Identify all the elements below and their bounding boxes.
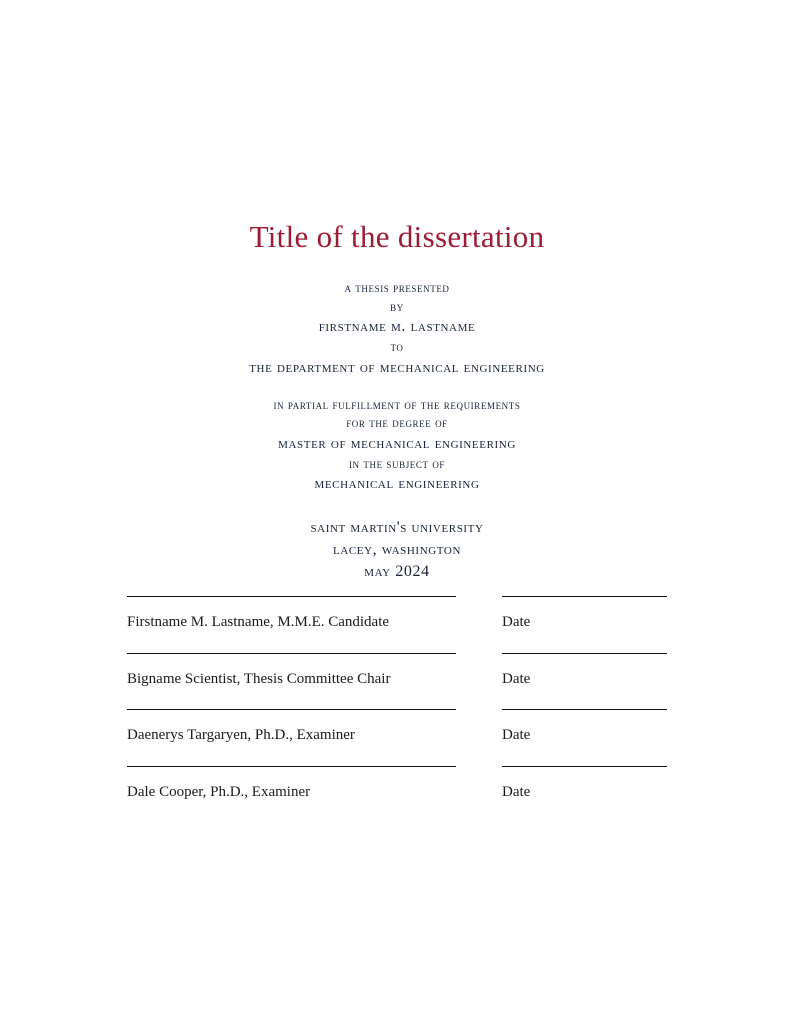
submission-date: may 2024 bbox=[364, 563, 430, 580]
department-name: the department of mechanical engineering bbox=[249, 358, 545, 376]
fulfillment-line: in partial fulfillment of the requirements bbox=[273, 397, 521, 412]
signatory-name: Firstname M. Lastname, M.M.E. Candidate bbox=[127, 614, 390, 630]
institution-location: lacey, washington bbox=[333, 541, 461, 558]
signature-row bbox=[127, 596, 667, 653]
to-label: to bbox=[390, 340, 404, 354]
frontmatter-block bbox=[0, 282, 794, 586]
signature-row bbox=[127, 766, 667, 823]
author-name: firstname m. lastname bbox=[318, 318, 476, 335]
signature-line bbox=[127, 709, 456, 710]
by-label: by bbox=[390, 299, 404, 314]
date-line bbox=[502, 653, 667, 654]
date-label: Date bbox=[502, 614, 531, 630]
date-line bbox=[502, 596, 667, 597]
subject-name: mechanical engineering bbox=[314, 475, 480, 492]
signature-row bbox=[127, 709, 667, 766]
dissertation-title: Title of the dissertation bbox=[249, 218, 545, 254]
degree-label: for the degree of bbox=[346, 416, 448, 430]
signatory-name: Dale Cooper, Ph.D., Examiner bbox=[127, 783, 311, 800]
signature-line bbox=[127, 596, 456, 597]
signature-line bbox=[127, 766, 456, 767]
signature-line bbox=[127, 653, 456, 654]
signature-block bbox=[127, 596, 667, 822]
subject-label: in the subject of bbox=[348, 456, 446, 471]
signatory-name: Bigname Scientist, Thesis Committee Chair bbox=[127, 670, 391, 687]
signature-row bbox=[127, 653, 667, 710]
spacer bbox=[0, 382, 794, 399]
date-line bbox=[502, 766, 667, 767]
date-line bbox=[502, 709, 667, 710]
degree-name: master of mechanical engineering bbox=[278, 434, 516, 452]
signatory-name: Daenerys Targaryen, Ph.D., Examiner bbox=[127, 727, 355, 743]
spacer bbox=[0, 498, 794, 520]
date-label: Date bbox=[502, 727, 531, 743]
institution-name: saint martin's university bbox=[310, 519, 484, 536]
thesis-presented-label: a thesis presented bbox=[344, 281, 450, 295]
date-label: Date bbox=[502, 670, 531, 687]
date-label: Date bbox=[502, 783, 531, 800]
